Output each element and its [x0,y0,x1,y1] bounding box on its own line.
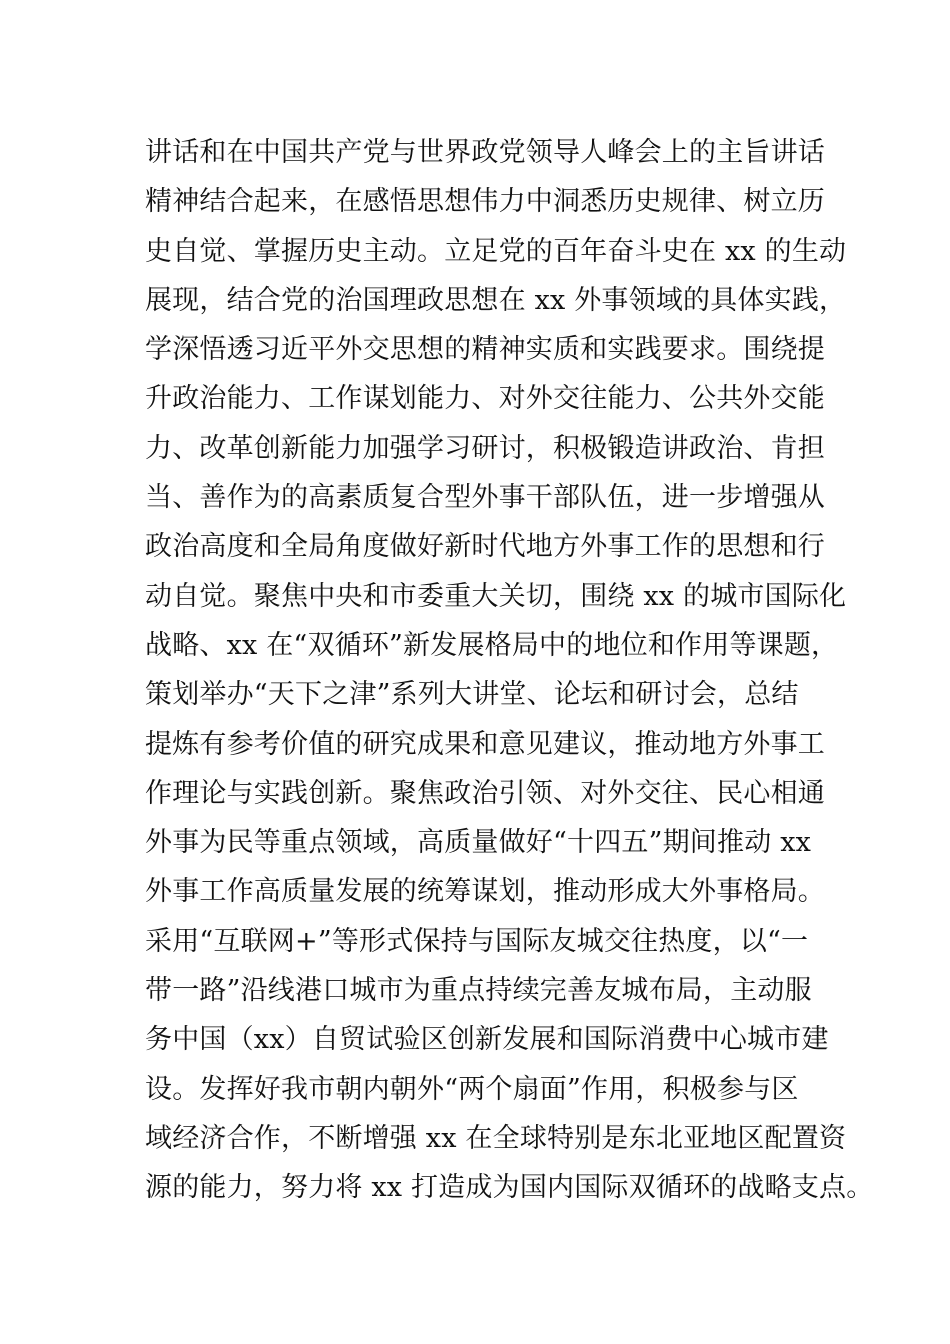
text-line: 作理论与实践创新。聚焦政治引领、对外交往、民心相通 [145,777,825,809]
text-line: 外事为民等重点领域，高质量做好“十四五”期间推动 xx [145,827,812,859]
text-line: 当、善作为的高素质复合型外事干部队伍，进一步增强从 [145,482,825,514]
text-line: 学深悟透习近平外交思想的精神实质和实践要求。围绕提 [145,334,825,366]
text-line: 带一路”沿线港口城市为重点持续完善友城布局，主动服 [145,975,812,1007]
text-line: 域经济合作，不断增强 xx 在全球特别是东北亚地区配置资 [145,1122,847,1154]
text-line: 动自觉。聚焦中央和市委重大关切，围绕 xx 的城市国际化 [145,580,847,612]
text-line: 讲话和在中国共产党与世界政党领导人峰会上的主旨讲话 [145,137,825,168]
text-line: 源的能力，努力将 xx 打造成为国内国际双循环的战略支点。 [145,1172,874,1204]
text-line: 精神结合起来，在感悟思想伟力中洞悉历史规律、树立历 [145,186,825,218]
text-line: 提炼有参考价值的研究成果和意见建议，推动地方外事工 [145,728,825,760]
text-line: 务中国（xx）自贸试验区创新发展和国际消费中心城市建 [145,1024,829,1056]
text-line: 史自觉、掌握历史主动。立足党的百年奋斗史在 xx 的生动 [145,235,847,267]
text-line: 展现，结合党的治国理政思想在 xx 外事领域的具体实践， [145,284,847,316]
text-line: 采用“互联网+”等形式保持与国际友城交往热度，以“一 [145,925,809,957]
text-line: 战略、xx 在“双循环”新发展格局中的地位和作用等课题， [145,629,839,661]
text-line: 升政治能力、工作谋划能力、对外交往能力、公共外交能 [145,383,825,415]
text-line: 设。发挥好我市朝内朝外“两个扇面”作用，积极参与区 [145,1073,799,1105]
text-line: 政治高度和全局角度做好新时代地方外事工作的思想和行 [145,531,825,563]
body-paragraph [145,128,874,1213]
text-line: 策划举办“天下之津”系列大讲堂、论坛和研讨会，总结 [145,679,799,711]
text-line: 力、改革创新能力加强学习研讨，积极锻造讲政治、肯担 [145,432,825,464]
text-line: 外事工作高质量发展的统筹谋划，推动形成大外事格局。 [145,876,825,908]
